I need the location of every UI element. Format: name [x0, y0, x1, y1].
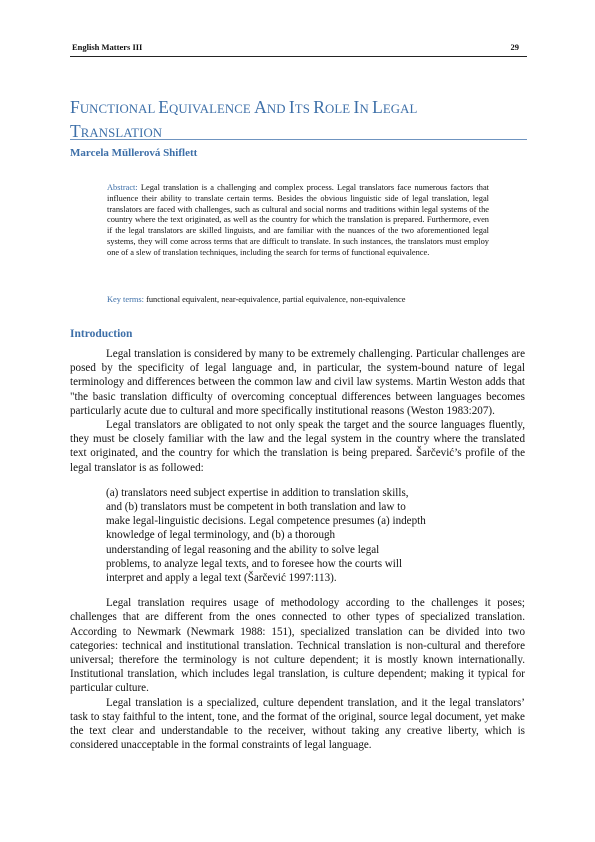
- title-word: EQUIVALENCE: [158, 97, 255, 117]
- paragraph: Legal translation is considered by many to be extremely challenging. Particular challenges are posed by the specificity of legal language and, in particular, the system-bound nature of legal terminology and differences between the common law and civil law systems. Martin Weston adds that "the basic translation difficulty of overcoming conceptual differences between languages becomes particularly acute due to cultural and more specifically institutional reasons (Weston 1983:207).: [70, 348, 525, 417]
- title-word: FUNCTIONAL: [70, 97, 159, 117]
- header-divider: [70, 56, 527, 57]
- quote-line: problems, to analyze legal texts, and to foresee how the courts will: [106, 557, 403, 570]
- key-terms-label: Key terms:: [107, 295, 144, 304]
- journal-name: English Matters III: [72, 42, 143, 52]
- section-heading: Introduction: [70, 328, 133, 340]
- paragraph: Legal translation requires usage of methodology according to the challenges it poses; challenges that are different from the ones connected to other types of specialized translation. According to Newmark (Newmark 1988: 151), specialized translation can be divided into two categories: technical and institutional translation. Technical translation is non-cultural and therefore universal; therefore the terminology is not culture dependent; it is mostly known internationally. Institutional translation, which includes legal translation, is culture dependent; making it typical for particular culture.: [70, 597, 525, 695]
- abstract-block: [107, 183, 489, 258]
- title-word: ITS: [288, 97, 314, 117]
- page-number: 29: [510, 42, 519, 52]
- key-terms: [107, 295, 497, 306]
- title-word: LEGAL: [372, 97, 418, 117]
- abstract-text: Legal translation is a challenging and complex process. Legal translators face numerous factors that influence their ability to translate certain terms. Besides the obvious linguistic side of legal translation, legal translators are faced with challenges, such as cultural and social norms and traditions within legal systems of the country where the text originated, as well as the country for which the translation is prepared. Furthermore, even if the legal translators are skilled linguists, and are familiar with the nuances of the two aforementioned legal systems, they will come across terms that are difficult to translate. In such instances, the translators must employ one of a slew of translation techniques, including the search for terms of functional equivalence.: [107, 183, 490, 257]
- paragraph: Legal translators are obligated to not only speak the target and the source languages fluently, they must be closely familiar with the law and the legal system in the country where the translated text originated, and the country for which the translation is being prepared. Šarčević’s profile of the legal translator is as followed:: [70, 419, 525, 474]
- quote-line: make legal-linguistic decisions. Legal competence presumes (a) indepth: [106, 515, 426, 528]
- quote-line: (a) translators need subject expertise in addition to translation skills,: [106, 486, 409, 499]
- paragraph: Legal translation is a specialized, culture dependent translation, and it the legal translators’ task to stay faithful to the intent, tone, and the format of the original, source legal document, yet make the text clear and understandable to the receiver, without taking any creative liberty, which is considered unacceptable in the formal constraints of legal language.: [70, 696, 525, 752]
- title-word: AND: [254, 97, 289, 117]
- title-word: TRANSLATION: [70, 121, 163, 141]
- author-name: Marcela Müllerová Shiflett: [70, 147, 198, 159]
- quote-line: understanding of legal reasoning and the ability to solve legal: [106, 543, 380, 556]
- quote-line: knowledge of legal terminology, and (b) a thorough: [106, 529, 336, 542]
- abstract-label: Abstract:: [107, 183, 138, 192]
- running-header: [70, 40, 527, 56]
- quote-line: and (b) translators must be competent in both translation and law to: [106, 501, 406, 514]
- title-word: IN: [353, 97, 373, 117]
- body-text: [70, 347, 525, 752]
- title-word: ROLE: [313, 97, 354, 117]
- block-quote: [106, 486, 525, 585]
- article-title: [70, 96, 527, 144]
- quote-line: interpret and apply a legal text (Šarčević 1997:113).: [106, 572, 337, 585]
- title-divider: [70, 139, 527, 140]
- key-terms-text: functional equivalent, near-equivalence, partial equivalence, non-equivalence: [146, 295, 406, 304]
